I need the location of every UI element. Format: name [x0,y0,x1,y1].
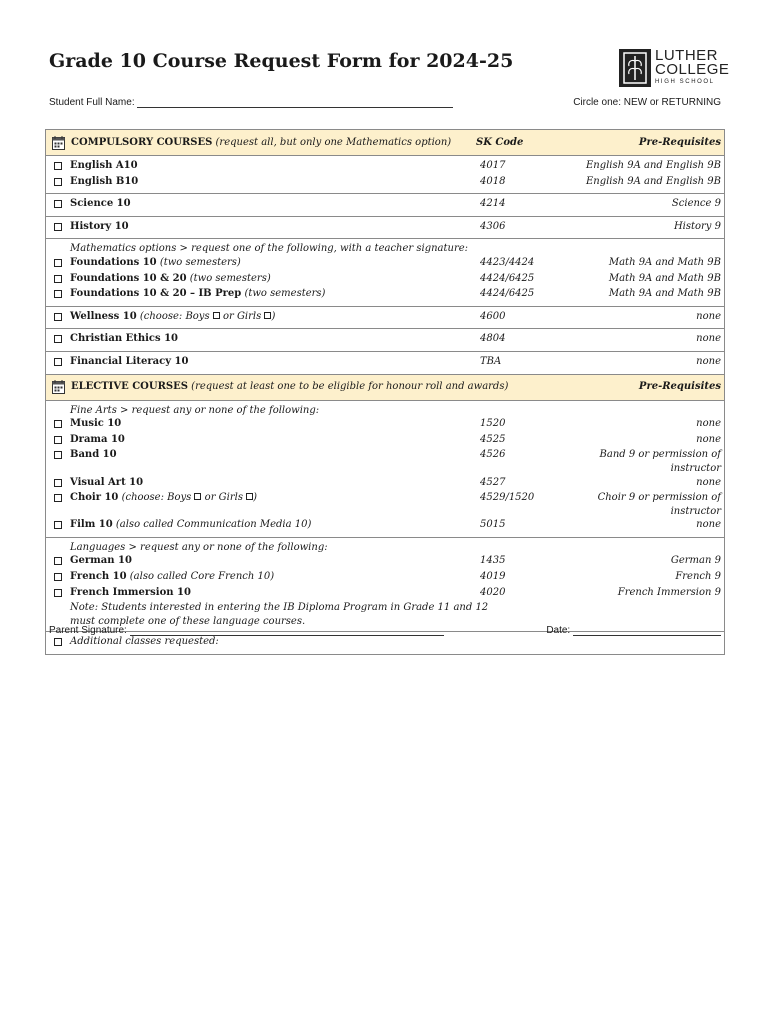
course-note-c: ) [271,310,276,322]
checkbox[interactable] [54,638,62,646]
course-code: 4423/4424 [480,256,535,268]
elective-note: (request at least one to be eligible for honour roll and awards) [191,381,509,393]
checkbox[interactable] [54,589,62,597]
course-name: Financial Literacy 10 [70,355,189,367]
calendar-icon [52,380,65,394]
sk-code-header: SK Code [476,136,524,148]
course-code: 5015 [480,519,506,531]
date-line [546,625,721,636]
course-name: Foundations 10 & 20 – IB Prep [70,288,242,300]
parent-signature-label: Parent Signature: [49,625,127,636]
course-prereq: none [696,418,721,430]
course-code: 4525 [480,433,506,445]
course-code: 4424/6425 [480,272,535,284]
course-name: English A10 [70,160,138,171]
history-row [46,216,725,239]
course-name: Drama 10 [70,433,125,445]
course-row [46,159,724,175]
course-prereq: French Immersion 9 [617,586,721,598]
course-code: 4529/1520 [480,492,535,504]
course-prereq: none [696,519,721,531]
course-note-a: (choose: Boys [139,310,210,322]
compulsory-note: (request all, but only one Mathematics option) [215,136,452,148]
course-note: (two semesters) [189,272,271,284]
course-prereq: German 9 [670,555,721,567]
math-row [46,239,725,306]
course-prereq: none [696,333,721,345]
course-name: French Immersion 10 [70,586,191,598]
checkbox[interactable] [54,313,62,321]
course-name: English B10 [70,175,139,187]
course-code: 4020 [480,586,506,598]
additional-label: Additional classes requested: [70,636,219,648]
course-code: 4017 [480,160,506,171]
course-name: Choir 10 [70,492,119,504]
prereq-header: Pre-Requisites [638,136,721,148]
compulsory-heading: COMPULSORY COURSES [71,136,213,148]
math-intro: Mathematics options > request one of the following, with a teacher signature: [70,243,469,255]
course-prereq: none [696,433,721,445]
course-name: Science 10 [70,198,131,210]
checkbox[interactable] [54,573,62,581]
logo-line-3: HIGH SCHOOL [655,79,715,85]
course-code: 4018 [480,175,506,187]
course-note-b: or Girls [222,310,262,322]
course-note: (two semesters) [244,288,326,300]
fine-arts-row [46,400,725,537]
course-prereq: none [696,310,721,322]
course-name: Wellness 10 [70,310,137,322]
checkbox[interactable] [54,494,62,502]
course-prereq: Math 9A and Math 9B [608,256,721,268]
course-code: 4424/6425 [480,288,535,300]
checkbox[interactable] [54,162,62,170]
lang-note-1: Note: Students interested in entering the IB Diploma Program in Grade 11 and 12 [70,602,489,614]
checkbox[interactable] [54,259,62,267]
parent-signature-line [49,625,444,636]
checkbox[interactable] [54,290,62,298]
english-row [46,156,725,194]
elective-header-row [46,374,725,400]
course-prereq: Math 9A and Math 9B [608,272,721,284]
course-prereq: Science 9 [671,198,721,210]
course-name: French 10 [70,571,127,583]
course-note-c: ) [253,492,258,504]
course-code: 1520 [480,418,506,430]
course-code: 4526 [480,449,506,461]
checkbox[interactable] [54,223,62,231]
course-note-b: or Girls [204,492,243,504]
course-name: Foundations 10 & 20 [70,272,187,284]
course-code: 4527 [480,476,506,488]
checkbox[interactable] [54,436,62,444]
course-prereq: Band 9 or permission of instructor [599,449,721,474]
course-note-a: (choose: Boys [121,492,192,504]
date-field[interactable] [573,625,721,636]
checkbox[interactable] [54,521,62,529]
course-code: 4600 [480,310,506,322]
page-title: Grade 10 Course Request Form for 2024-25 [49,50,514,72]
circle-one-label[interactable]: Circle one: NEW or RETURNING [573,97,721,108]
checkbox[interactable] [54,557,62,565]
course-name: Music 10 [70,418,122,430]
checkbox[interactable] [54,451,62,459]
course-name: Film 10 [70,519,113,531]
student-name-label: Student Full Name: [49,97,135,108]
lang-intro: Languages > request any or none of the following: [70,541,328,553]
elective-heading: ELECTIVE COURSES [71,381,188,393]
course-code: TBA [480,355,502,367]
checkbox[interactable] [54,420,62,428]
course-name: German 10 [70,555,132,567]
arts-intro: Fine Arts > request any or none of the following: [70,404,320,416]
course-note: (also called Communication Media 10) [115,519,312,531]
course-code: 4214 [480,198,506,210]
course-prereq: Choir 9 or permission of instructor [597,492,721,517]
course-name: Band 10 [70,449,117,461]
course-note: (also called Core French 10) [129,571,275,583]
course-request-table [45,129,725,655]
date-label: Date: [546,625,571,636]
course-code: 4306 [480,220,506,232]
course-name: Foundations 10 [70,256,157,268]
compulsory-header-row [46,130,725,156]
ethics-row [46,329,725,352]
logo-line-1: LUTHER [655,47,719,64]
parent-signature-field[interactable] [130,625,444,636]
course-prereq: History 9 [673,220,721,232]
languages-row [46,537,725,632]
checkbox[interactable] [54,479,62,487]
checkbox[interactable] [54,275,62,283]
course-prereq: English 9A and English 9B [585,160,721,171]
course-prereq: none [696,355,721,367]
course-name: History 10 [70,220,129,232]
checkbox[interactable] [54,178,62,186]
course-name: Visual Art 10 [70,476,144,488]
course-prereq: English 9A and English 9B [585,175,721,187]
course-note: (two semesters) [159,256,241,268]
checkbox[interactable] [54,200,62,208]
logo-line-2: COLLEGE [655,61,730,78]
checkbox[interactable] [54,358,62,366]
boys-checkbox[interactable] [194,493,201,500]
checkbox[interactable] [54,335,62,343]
boys-checkbox[interactable] [213,312,220,319]
course-row [46,175,724,191]
course-code: 1435 [480,555,506,567]
course-name: Christian Ethics 10 [70,333,179,345]
elective-prereq-header: Pre-Requisites [638,381,721,393]
science-row [46,194,725,217]
course-prereq: French 9 [675,571,721,583]
wellness-row [46,306,725,329]
course-prereq: Math 9A and Math 9B [608,288,721,300]
luther-rose-icon [619,49,651,87]
course-code: 4019 [480,571,506,583]
school-logo [619,47,730,87]
lang-note-2: must complete one of these language courses. [70,615,306,627]
course-prereq: none [696,476,721,488]
calendar-icon [52,136,65,150]
course-code: 4804 [480,333,506,345]
student-name-line [49,97,453,108]
literacy-row [46,351,725,374]
student-name-field[interactable] [137,97,453,108]
